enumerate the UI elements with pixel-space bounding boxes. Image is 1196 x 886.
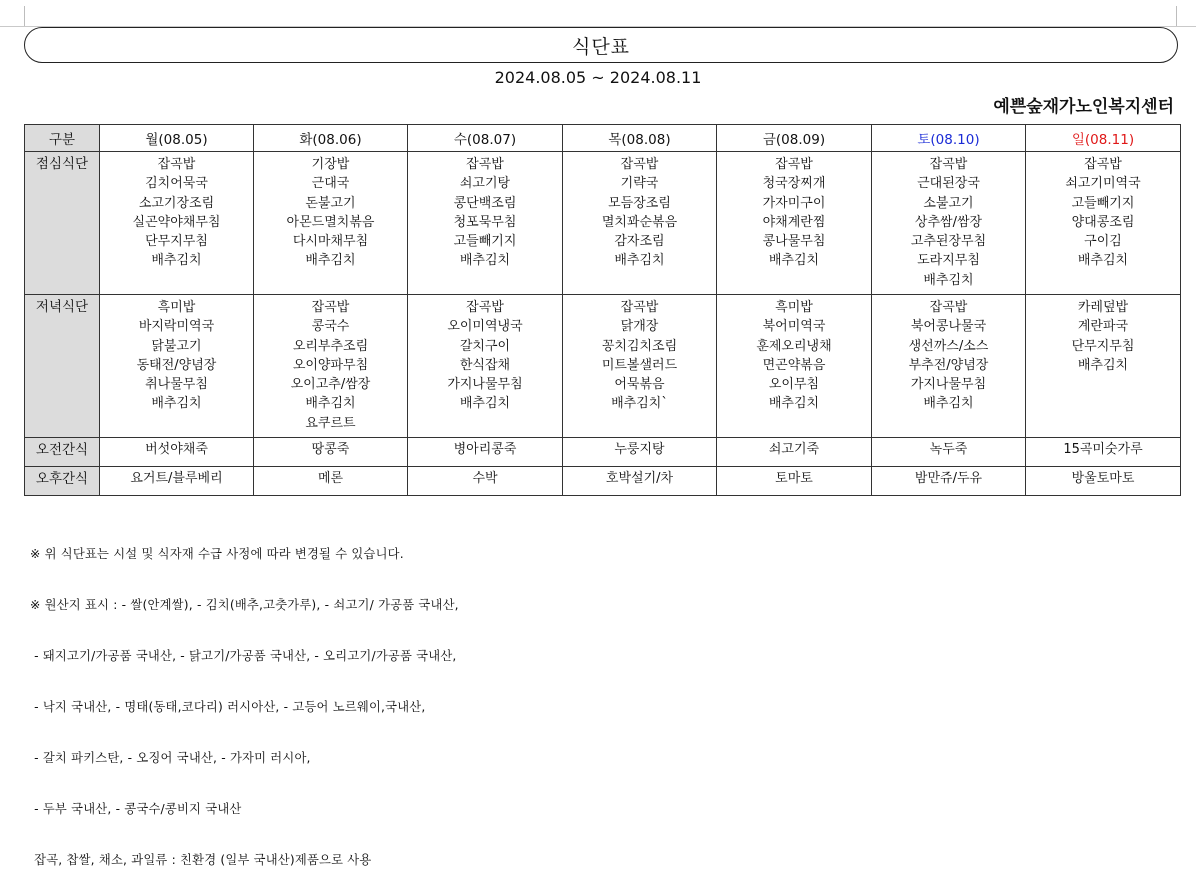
dinner-items-sun (1026, 295, 1180, 375)
lunch-cell (100, 152, 254, 295)
menu-item: 잡곡밥 (466, 157, 504, 172)
dinner-cell (1026, 295, 1181, 438)
menu-item: 한식잡채 (459, 357, 511, 373)
menu-item: 오이미역냉국 (447, 319, 523, 335)
lunch-row (25, 152, 1181, 295)
menu-item: 어묵볶음 (614, 377, 665, 393)
menu-item: 잡곡밥 (311, 300, 350, 315)
menu-item: 부추전/양념장 (908, 357, 989, 373)
menu-item: 배추김치 (1077, 357, 1129, 373)
menu-item: 오리부추조림 (292, 338, 369, 354)
facility-name: 예쁜숲재가노인복지센터 (993, 97, 1174, 117)
lunch-cell (1026, 152, 1181, 295)
lunch-cell (872, 152, 1026, 295)
menu-item: 오이무침 (768, 377, 820, 393)
note-line: - 두부 국내산, - 콩국수/콩비지 국내산 (30, 802, 242, 816)
menu-item: 도라지무침 (917, 253, 980, 269)
menu-item: 동태전/양념장 (136, 357, 217, 373)
lunch-label: 점심식단 (25, 152, 100, 295)
menu-item: 배추김치 (1077, 253, 1129, 269)
menu-item: 잡곡밥 (620, 157, 659, 172)
menu-item: 갈치구이 (459, 338, 511, 354)
note-line: - 돼지고기/가공품 국내산, - 닭고기/가공품 국내산, - 오리고기/가공품 국내산, (30, 649, 457, 663)
menu-item: 잡곡밥 (929, 157, 968, 172)
menu-item: 아몬드멸치볶음 (286, 214, 375, 230)
menu-item: 모듬장조림 (608, 195, 671, 211)
afternoon-snack-cell: 메론 (254, 467, 408, 496)
dinner-label: 저녁식단 (25, 295, 100, 438)
header-day-sat: 토(08.10) (872, 125, 1026, 152)
menu-item: 고추된장무침 (910, 234, 987, 250)
menu-item: 콩국수 (311, 319, 350, 335)
menu-item: 생선까스/소스 (908, 338, 989, 354)
menu-item: 야채계란찜 (762, 214, 826, 230)
afternoon-snack-cell: 밤만쥬/두유 (872, 467, 1026, 496)
menu-item: 면곤약볶음 (762, 357, 826, 373)
lunch-items-fri (717, 152, 871, 271)
morning-snack-cell: 땅콩죽 (254, 438, 408, 467)
menu-item: 배추김치 (305, 253, 356, 269)
menu-item: 잡곡밥 (929, 300, 968, 315)
menu-item: 단무지무침 (145, 234, 208, 250)
menu-item: 근대국 (311, 176, 350, 192)
menu-item: 오이양파무침 (292, 357, 369, 373)
menu-item: 쇠고기미역국 (1065, 176, 1141, 192)
dinner-items-sat (872, 295, 1025, 414)
menu-item: 배추김치 (459, 396, 511, 412)
menu-item: 가지나물무침 (447, 377, 523, 393)
menu-item: 고들빼기지 (1071, 195, 1135, 211)
dinner-items-thu (563, 295, 716, 414)
dinner-cell (563, 295, 717, 438)
menu-item: 근대된장국 (917, 176, 980, 192)
menu-item: 쇠고기탕 (459, 176, 511, 192)
note-line: ※ 원산지 표시 : - 쌀(안계쌀), - 김치(배추,고춧가루), - 쇠고기/ 가공품 국내산, (30, 598, 459, 612)
header-day-sun: 일(08.11) (1026, 125, 1181, 152)
note-line: - 갈치 파키스탄, - 오징어 국내산, - 가자미 러시아, (30, 751, 311, 765)
morning-snack-cell: 병아리콩죽 (408, 438, 563, 467)
menu-item: 기략국 (620, 176, 659, 192)
menu-item: 배추김치 (768, 253, 820, 269)
menu-item: 콩나물무침 (762, 234, 826, 250)
menu-item: 소고기장조림 (138, 195, 215, 211)
dinner-cell (254, 295, 408, 438)
menu-item: 상추쌈/쌈장 (914, 214, 983, 230)
crop-mark-right (1176, 6, 1177, 26)
menu-item: 잡곡밥 (1084, 157, 1122, 172)
header-day-thu: 목(08.08) (563, 125, 717, 152)
menu-item: 청국장찌개 (762, 176, 826, 192)
menu-item: 배추김치 (923, 272, 974, 288)
afternoon-snack-cell: 요거트/블루베리 (100, 467, 254, 496)
afternoon-snack-cell: 호박설기/차 (563, 467, 717, 496)
lunch-cell (408, 152, 563, 295)
afternoon-snack-cell: 수박 (408, 467, 563, 496)
menu-item: 기장밥 (311, 157, 350, 172)
menu-item: 배추김치 (151, 396, 202, 412)
afternoon-snack-cell: 토마토 (717, 467, 872, 496)
note-line: ※ 위 식단표는 시설 및 식자재 수급 사정에 따라 변경될 수 있습니다. (30, 547, 404, 561)
menu-item: 단무지무침 (1071, 338, 1135, 354)
morning-snack-cell: 쇠고기죽 (717, 438, 872, 467)
page-title: 식단표 (24, 27, 1178, 63)
afternoon-snack-cell: 방울토마토 (1026, 467, 1181, 496)
morning-snack-cell: 버섯야채죽 (100, 438, 254, 467)
menu-item: 다시마채무침 (292, 234, 369, 250)
menu-item: 가자미구이 (762, 195, 826, 211)
header-row (25, 125, 1181, 152)
menu-item: 콩단백조림 (453, 195, 517, 211)
menu-item: 잡곡밥 (466, 300, 504, 315)
morning-snack-cell: 15곡미숫가루 (1026, 438, 1181, 467)
menu-item: 미트볼샐러드 (601, 357, 678, 373)
dinner-row (25, 295, 1181, 438)
note-line: 잡곡, 찹쌀, 채소, 과일류 : 친환경 (일부 국내산)제품으로 사용 (30, 853, 372, 867)
header-day-mon: 월(08.05) (100, 125, 254, 152)
menu-item: 요쿠르트 (305, 415, 356, 431)
morning-snack-cell: 녹두죽 (872, 438, 1026, 467)
menu-item: 배추김치 (305, 396, 356, 412)
menu-item: 배추김치 (151, 253, 202, 269)
morning-snack-row (25, 438, 1181, 467)
menu-item: 배추김치 (923, 396, 974, 412)
menu-item: 카레덮밥 (1077, 300, 1129, 315)
menu-item: 흑미밥 (157, 300, 196, 315)
afternoon-snack-label: 오후간식 (25, 467, 100, 496)
lunch-items-wed (408, 152, 562, 271)
menu-item: 흑미밥 (775, 300, 813, 315)
menu-item: 닭개장 (620, 319, 659, 335)
menu-item: 훈제오리냉채 (756, 338, 832, 354)
date-range: 2024.08.05 ~ 2024.08.11 (494, 68, 702, 87)
dinner-items-tue (254, 295, 407, 433)
menu-item: 감자조림 (614, 234, 665, 250)
lunch-cell (254, 152, 408, 295)
menu-item: 배추김치 (768, 396, 820, 412)
header-category: 구분 (25, 125, 100, 152)
menu-item: 가지나물무침 (910, 377, 987, 393)
menu-item: 소불고기 (923, 195, 974, 211)
crop-mark-left (24, 6, 25, 26)
lunch-cell (563, 152, 717, 295)
menu-item: 잡곡밥 (775, 157, 813, 172)
menu-item: 잡곡밥 (620, 300, 659, 315)
menu-item: 북어콩나물국 (910, 319, 987, 335)
dinner-items-fri (717, 295, 871, 414)
note-line: - 낙지 국내산, - 명태(동태,코다리) 러시아산, - 고등어 노르웨이,국내산, (30, 700, 426, 714)
morning-snack-cell: 누룽지탕 (563, 438, 717, 467)
header-day-wed: 수(08.07) (408, 125, 563, 152)
menu-item: 배추김치 (459, 253, 511, 269)
afternoon-snack-row (25, 467, 1181, 496)
menu-item: 양대콩조림 (1071, 214, 1135, 230)
lunch-items-sun (1026, 152, 1180, 271)
menu-item: 멸치꽈순볶음 (601, 214, 678, 230)
menu-item: 배추김치` (611, 396, 668, 412)
menu-item: 김치어묵국 (145, 176, 208, 192)
dinner-cell (100, 295, 254, 438)
dinner-cell (408, 295, 563, 438)
dinner-items-wed (408, 295, 562, 414)
menu-item: 구이김 (1084, 234, 1122, 250)
menu-item: 실곤약야채무침 (132, 214, 221, 230)
notes (30, 512, 459, 886)
morning-snack-label: 오전간식 (25, 438, 100, 467)
lunch-items-sat (872, 152, 1025, 290)
header-day-fri: 금(08.09) (717, 125, 872, 152)
lunch-items-tue (254, 152, 407, 271)
header-day-tue: 화(08.06) (254, 125, 408, 152)
lunch-items-mon (100, 152, 253, 271)
lunch-cell (717, 152, 872, 295)
menu-item: 취나물무침 (145, 377, 208, 393)
menu-item: 돈불고기 (305, 195, 356, 211)
menu-item: 고들빼기지 (453, 234, 517, 250)
menu-table (24, 124, 1181, 496)
dinner-items-mon (100, 295, 253, 414)
menu-item: 배추김치 (614, 253, 665, 269)
menu-item: 잡곡밥 (157, 157, 196, 172)
menu-item: 계란파국 (1077, 319, 1129, 335)
dinner-cell (872, 295, 1026, 438)
menu-item: 북어미역국 (762, 319, 826, 335)
dinner-cell (717, 295, 872, 438)
lunch-items-thu (563, 152, 716, 271)
menu-item: 오이고추/쌈장 (290, 377, 371, 393)
menu-item: 청포묵무침 (453, 214, 517, 230)
menu-item: 꽁치김치조림 (601, 338, 678, 354)
menu-item: 닭불고기 (151, 338, 202, 354)
menu-item: 바지락미역국 (138, 319, 215, 335)
